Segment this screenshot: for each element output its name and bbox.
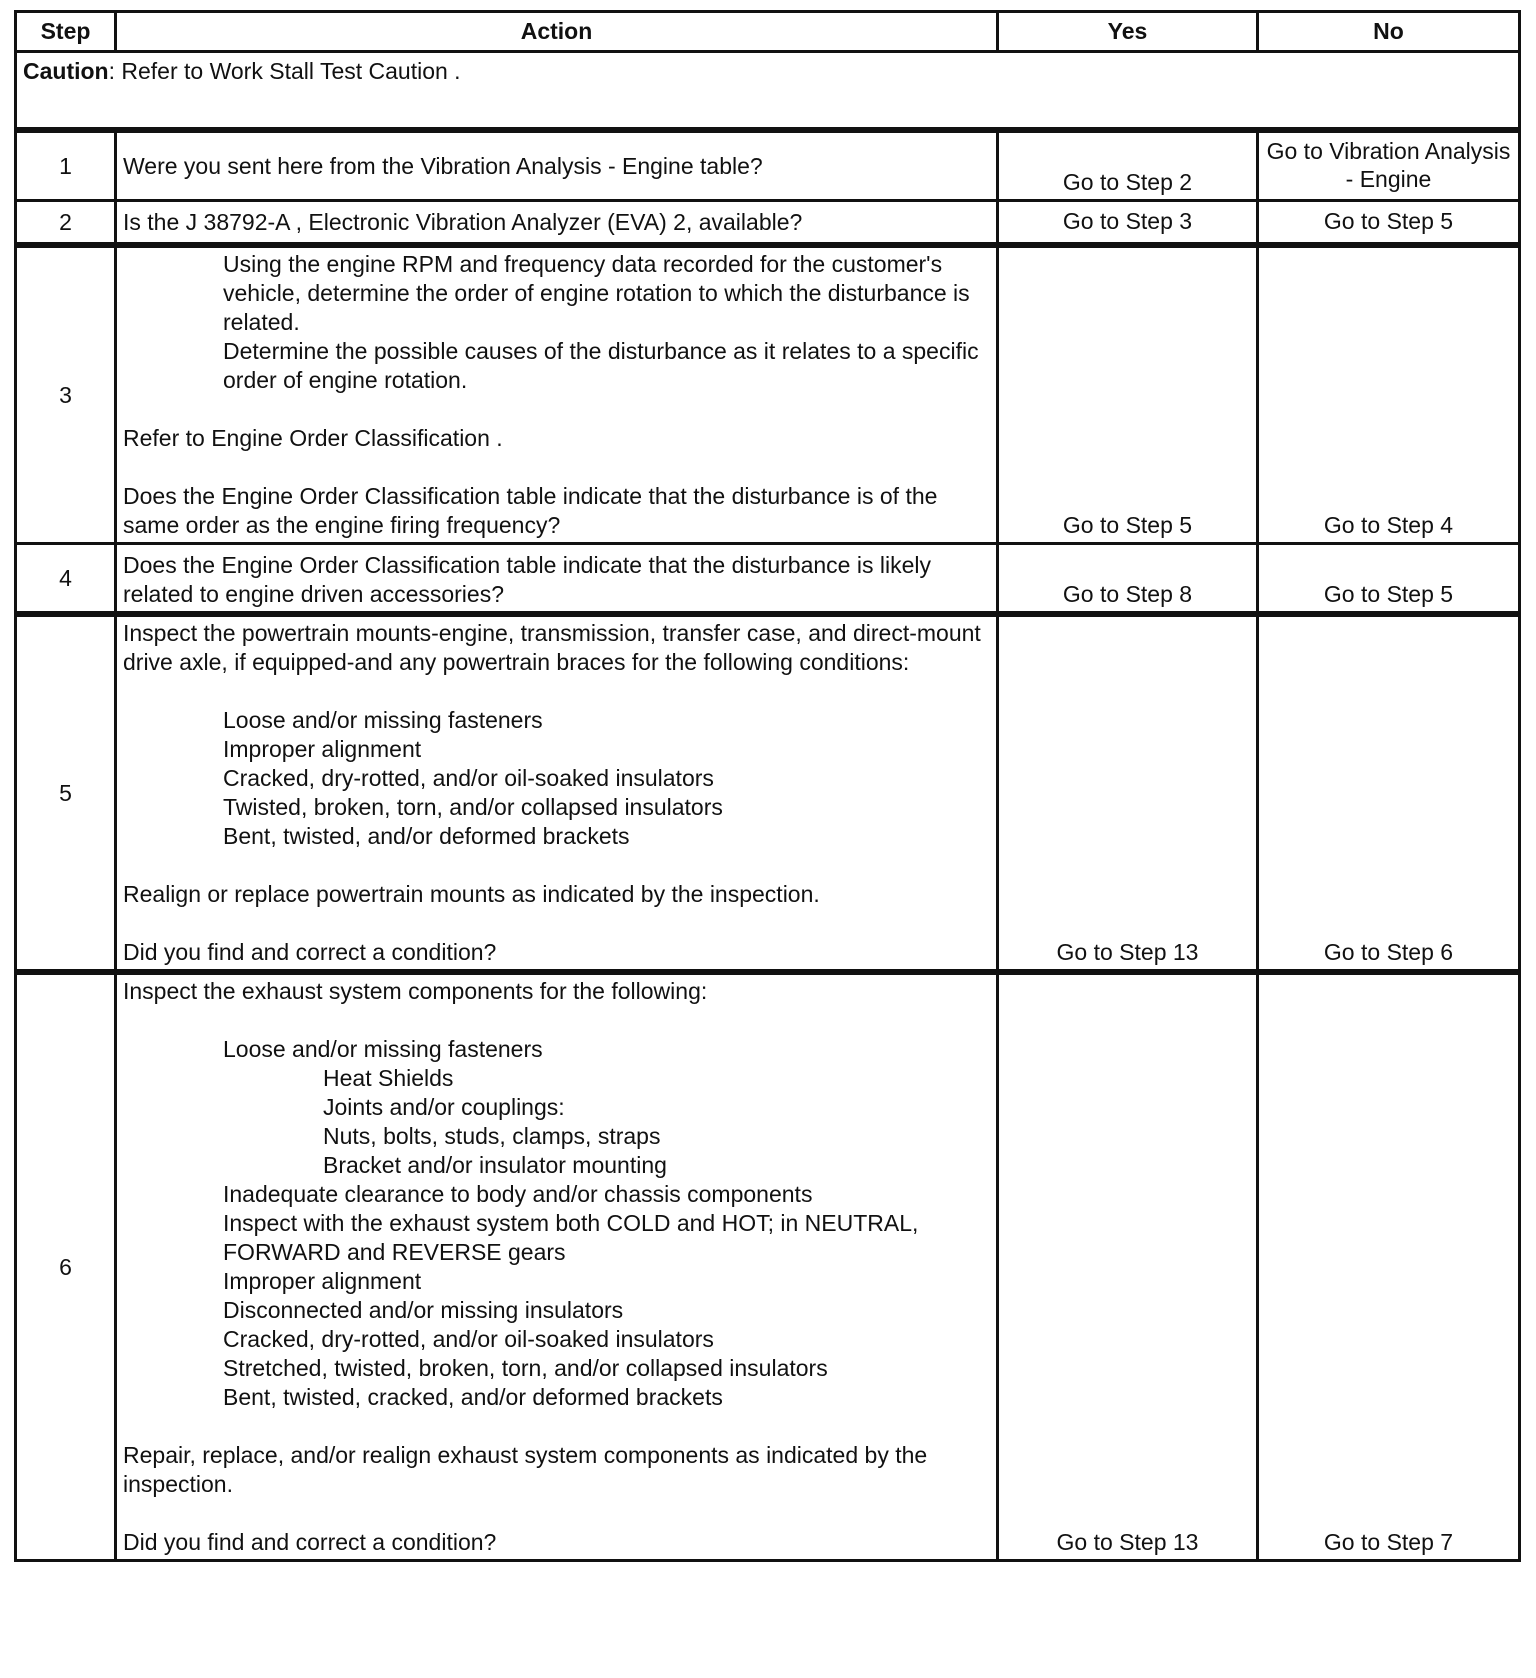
list-item: Improper alignment [223,736,422,762]
action-note: Repair, replace, and/or realign exhaust system components as indicated by the inspection. [123,1442,928,1497]
action-line: Does the Engine Order Classification table indicate that the disturbance is of the same order as the engine firing frequency? [123,483,938,538]
action-text: Does the Engine Order Classification table indicate that the disturbance is likely related to engine driven accessories? [116,544,998,615]
action-text: Were you sent here from the Vibration Analysis - Engine table? [116,130,998,201]
no-result: Go to Step 4 [1258,245,1520,544]
yes-result: Go to Step 13 [998,972,1258,1561]
step-number: 5 [16,614,116,972]
sub-list-item: Heat Shields [323,1065,454,1091]
spacer [123,395,990,424]
action-column-header: Action [116,12,998,52]
step-number: 6 [16,972,116,1561]
no-result: Go to Step 7 [1258,972,1520,1561]
action-question: Did you find and correct a condition? [123,939,497,965]
yes-result: Go to Step 13 [998,614,1258,972]
action-intro: Inspect the exhaust system components for the following: [123,978,708,1004]
list-item: Inadequate clearance to body and/or chassis components [223,1181,813,1207]
header-row [16,12,1520,52]
action-text [116,972,998,1561]
action-line: Refer to Engine Order Classification . [123,425,503,451]
no-result: Go to Step 5 [1258,544,1520,615]
sub-list-item: Nuts, bolts, studs, clamps, straps [323,1123,661,1149]
yes-result: Go to Step 5 [998,245,1258,544]
diagnostic-table-sheet [14,10,1518,1562]
list-item: Loose and/or missing fasteners [223,1036,543,1062]
yes-column-header: Yes [998,12,1258,52]
spacer [123,851,990,880]
list-item: Inspect with the exhaust system both COLD and HOT; in NEUTRAL, FORWARD and REVERSE gears [223,1210,919,1265]
action-line: Determine the possible causes of the disturbance as it relates to a specific order of engine rotation. [223,338,979,393]
table-row [16,130,1520,201]
no-result: Go to Step 5 [1258,201,1520,246]
caution-text: : Refer to Work Stall Test Caution . [108,58,461,84]
list-item: Bent, twisted, cracked, and/or deformed brackets [223,1384,723,1410]
table-row [16,245,1520,544]
step-column-header: Step [16,12,116,52]
spacer [123,909,990,938]
spacer [123,677,990,706]
spacer [123,1412,990,1441]
sub-list-item: Joints and/or couplings: [323,1094,565,1120]
no-result: Go to Vibration Analysis - Engine [1258,130,1520,201]
table-row [16,201,1520,246]
list-item: Bent, twisted, and/or deformed brackets [223,823,630,849]
table-row [16,972,1520,1561]
step-number: 2 [16,201,116,246]
yes-result: Go to Step 2 [998,130,1258,201]
action-question: Did you find and correct a condition? [123,1529,497,1555]
action-text [116,245,998,544]
step-number: 1 [16,130,116,201]
table-row [16,614,1520,972]
list-item: Stretched, twisted, broken, torn, and/or collapsed insulators [223,1355,828,1381]
step-number: 4 [16,544,116,615]
list-item: Cracked, dry-rotted, and/or oil-soaked insulators [223,1326,714,1352]
sub-list-item: Bracket and/or insulator mounting [323,1152,667,1178]
caution-label: Caution [23,58,109,84]
yes-result: Go to Step 3 [998,201,1258,246]
step-number: 3 [16,245,116,544]
spacer [123,453,990,482]
yes-result: Go to Step 8 [998,544,1258,615]
list-item: Loose and/or missing fasteners [223,707,543,733]
list-item: Improper alignment [223,1268,422,1294]
caution-cell [16,52,1520,131]
action-note: Realign or replace powertrain mounts as indicated by the inspection. [123,881,820,907]
table-row [16,544,1520,615]
list-item: Disconnected and/or missing insulators [223,1297,624,1323]
list-item: Cracked, dry-rotted, and/or oil-soaked insulators [223,765,714,791]
spacer [123,1006,990,1035]
action-text [116,614,998,972]
no-column-header: No [1258,12,1520,52]
list-item: Twisted, broken, torn, and/or collapsed insulators [223,794,723,820]
caution-row [16,52,1520,131]
action-line: Using the engine RPM and frequency data recorded for the customer's vehicle, determine the order of engine rotation to which the disturbance is related. [223,251,970,335]
action-text: Is the J 38792-A , Electronic Vibration Analyzer (EVA) 2, available? [116,201,998,246]
no-result: Go to Step 6 [1258,614,1520,972]
action-intro: Inspect the powertrain mounts-engine, transmission, transfer case, and direct-mount drive axle, if equipped-and any powertrain braces for the following conditions: [123,620,981,675]
diagnostic-table [14,10,1521,1562]
spacer [123,1499,990,1528]
